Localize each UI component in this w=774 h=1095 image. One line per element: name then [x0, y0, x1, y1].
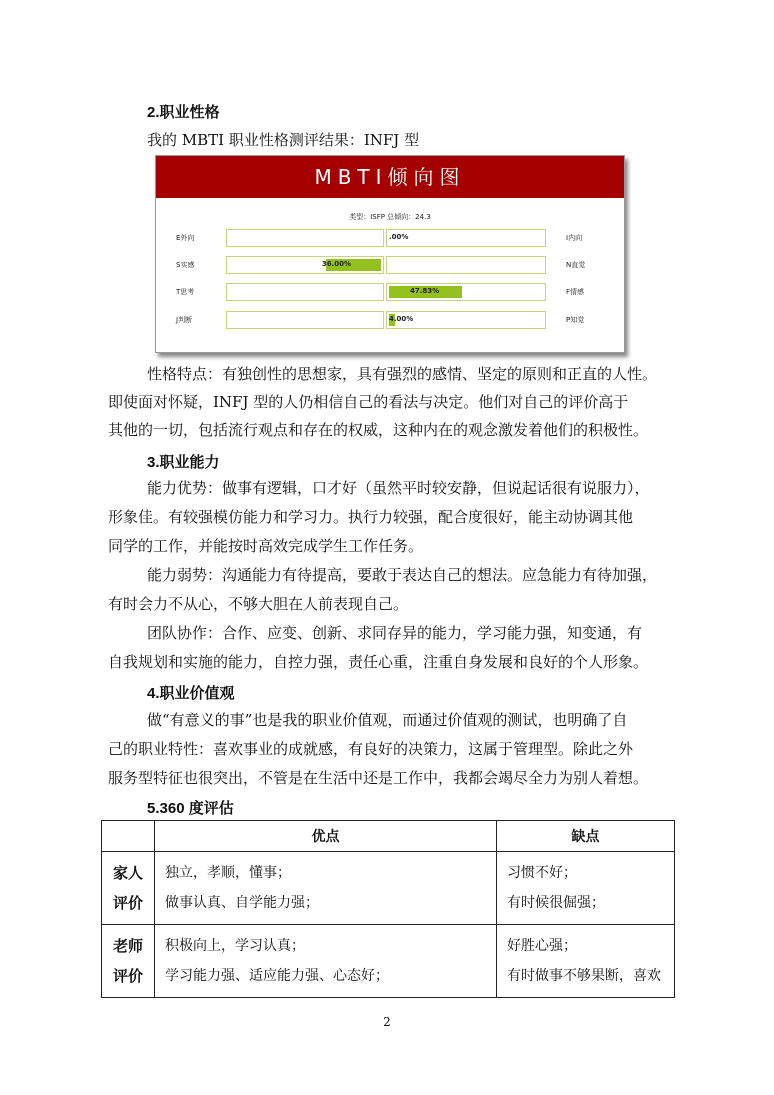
- page-number: 2: [383, 1015, 391, 1029]
- ability-line-7: 自我规划和实施的能力，自控力强，责任心重，注重自身发展和良好的个人形象。: [108, 653, 649, 671]
- table-header-row: [102, 821, 675, 852]
- mbti-row: [156, 283, 624, 301]
- teacher-pros-1: 积极向上，学习认真；: [165, 938, 305, 954]
- family-cons: [497, 852, 675, 925]
- mbti-left-box: [226, 311, 384, 329]
- teacher-cons-1: 好胜心强；: [507, 938, 577, 954]
- mbti-row: [156, 256, 624, 274]
- table-header-blank: [102, 821, 155, 852]
- mbti-right-label: F情感: [566, 288, 585, 296]
- section-2-heading: 2.职业性格: [147, 104, 220, 121]
- teacher-label-2: 评价: [112, 967, 143, 985]
- mbti-percent-label: 47.83%: [410, 287, 440, 295]
- teacher-label: [102, 925, 155, 998]
- teacher-cons: [497, 925, 675, 998]
- teacher-pros: [155, 925, 497, 998]
- family-label: [102, 852, 155, 925]
- evaluation-table: [101, 820, 675, 998]
- family-pros-2: 做事认真、自学能力强；: [165, 895, 319, 911]
- mbti-chart-subtitle: 类型：ISFP 总倾向：24.3: [349, 213, 431, 221]
- family-pros: [155, 852, 497, 925]
- section-3-heading: 3.职业能力: [147, 454, 220, 471]
- table-header-pros: 优点: [155, 821, 497, 852]
- mbti-percent-label: .00%: [389, 233, 409, 241]
- mbti-left-box: [226, 229, 384, 247]
- ability-line-4: 能力弱势：沟通能力有待提高，要敢于表达自己的想法。应急能力有待加强，: [147, 566, 658, 584]
- mbti-result-line: 我的 MBTI 职业性格测评结果：INFJ 型: [147, 131, 420, 149]
- teacher-cons-2: 有时做事不够果断，喜欢: [507, 968, 661, 984]
- family-label-1: 家人: [112, 864, 143, 882]
- mbti-right-label: I内向: [566, 234, 583, 242]
- section-5-heading: 5.360 度评估: [147, 800, 234, 817]
- mbti-row: [156, 229, 624, 247]
- mbti-left-label: E外向: [176, 234, 195, 242]
- mbti-left-box: [226, 283, 384, 301]
- values-line-3: 服务型特征也很突出，不管是在生活中还是工作中，我都会竭尽全力为别人着想。: [108, 769, 649, 787]
- mbti-right-box: [386, 311, 546, 329]
- family-pros-1: 独立，孝顺，懂事；: [165, 865, 291, 881]
- mbti-right-label: N直觉: [566, 261, 586, 269]
- mbti-left-box: [226, 256, 384, 274]
- table-row-family: [102, 852, 675, 925]
- section-4-heading: 4.职业价值观: [147, 685, 235, 702]
- mbti-row: [156, 311, 624, 329]
- mbti-percent-label: 36.00%: [321, 260, 351, 268]
- personality-line-1: 性格特点：有独创性的思想家，具有强烈的感情、坚定的原则和正直的人性。: [147, 365, 658, 383]
- ability-line-5: 有时会力不从心，不够大胆在人前表现自己。: [108, 595, 409, 613]
- mbti-right-box: [386, 229, 546, 247]
- family-cons-1: 习惯不好；: [507, 865, 577, 881]
- teacher-pros-2: 学习能力强、适应能力强、心态好；: [165, 968, 389, 984]
- table-row-teacher: [102, 925, 675, 998]
- table-header-cons: 缺点: [497, 821, 675, 852]
- values-line-1: 做“有意义的事”也是我的职业价值观，而通过价值观的测试，也明确了自: [147, 711, 628, 729]
- ability-line-3: 同学的工作，并能按时高效完成学生工作任务。: [108, 537, 424, 555]
- family-cons-2: 有时候很倔强；: [507, 895, 605, 911]
- mbti-chart: [155, 155, 625, 353]
- mbti-left-label: J判断: [176, 316, 193, 324]
- personality-line-2: 即使面对怀疑，INFJ 型的人仍相信自己的看法与决定。他们对自己的评价高于: [108, 393, 629, 411]
- personality-line-3: 其他的一切，包括流行观点和存在的权威，这种内在的观念激发着他们的积极性。: [108, 421, 649, 439]
- mbti-percent-label: 4.00%: [389, 315, 414, 323]
- mbti-left-label: T思考: [176, 288, 195, 296]
- mbti-right-box: [386, 256, 546, 274]
- ability-line-1: 能力优势：做事有逻辑，口才好（虽然平时较安静，但说起话很有说服力），: [147, 479, 650, 497]
- family-label-2: 评价: [112, 894, 143, 912]
- mbti-chart-title: MBTI倾向图: [156, 156, 624, 198]
- values-line-2: 己的职业特性：喜欢事业的成就感，有良好的决策力，这属于管理型。除此之外: [108, 740, 634, 758]
- mbti-right-label: P知觉: [566, 316, 585, 324]
- teacher-label-1: 老师: [112, 937, 143, 955]
- mbti-left-label: S实感: [176, 261, 195, 269]
- ability-line-6: 团队协作：合作、应变、创新、求同存异的能力，学习能力强，知变通，有: [147, 624, 643, 642]
- mbti-right-box: [386, 283, 546, 301]
- ability-line-2: 形象佳。有较强模仿能力和学习力。执行力较强，配合度很好，能主动协调其他: [108, 508, 634, 526]
